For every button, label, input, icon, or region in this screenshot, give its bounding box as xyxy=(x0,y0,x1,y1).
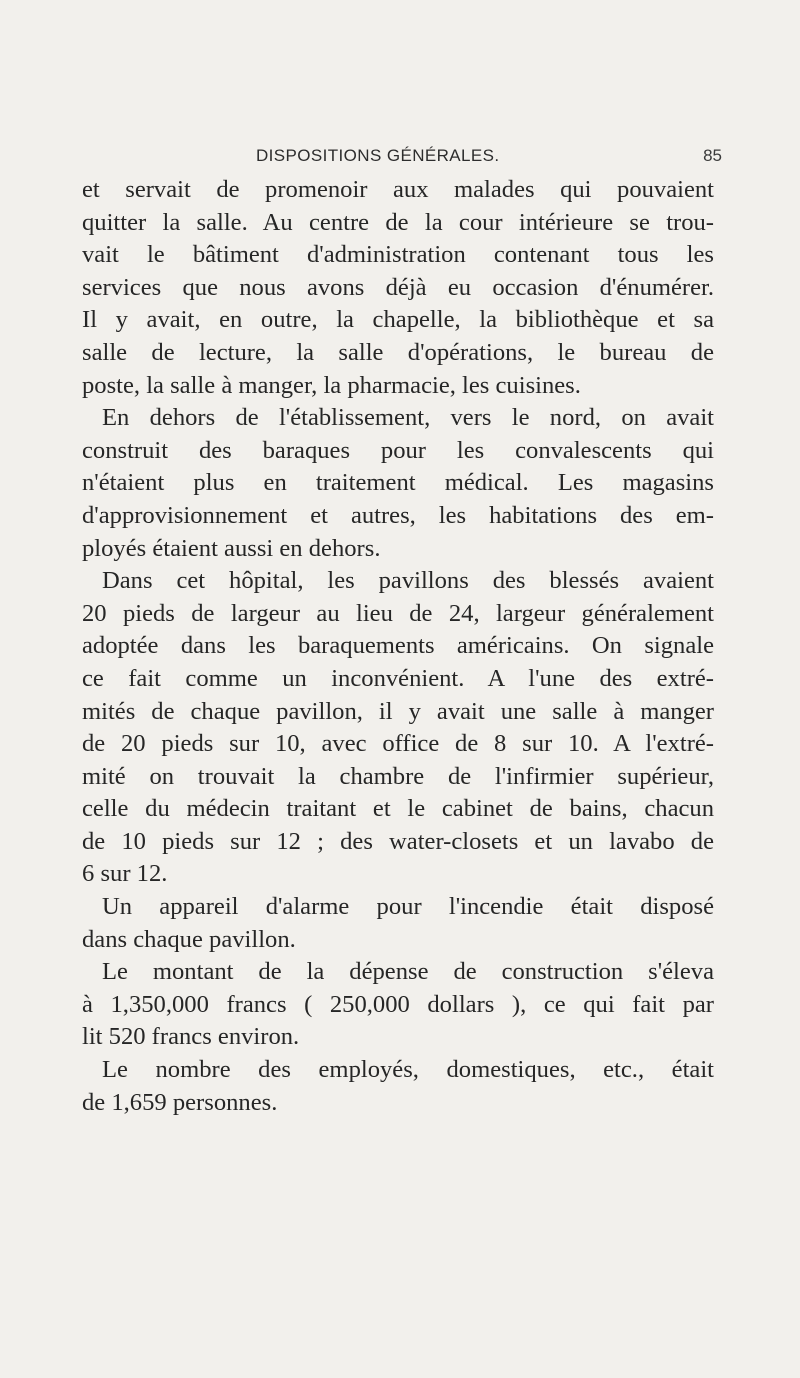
page-header xyxy=(82,146,722,168)
text-line: adoptée dans les baraquements américains. On signale xyxy=(82,632,714,660)
body-text xyxy=(82,174,714,1119)
text-line: ployés étaient aussi en dehors. xyxy=(82,534,381,562)
text-line: de 1,659 personnes. xyxy=(82,1088,278,1116)
text-line: construit des baraques pour les convalescents qui xyxy=(82,436,714,464)
text-line: et servait de promenoir aux malades qui pouvaient xyxy=(82,176,714,203)
text-line: services que nous avons déjà eu occasion d'énumérer. xyxy=(82,273,714,301)
text-line: mité on trouvait la chambre de l'infirmier supérieur, xyxy=(82,762,714,790)
text-line: de 10 pieds sur 12 ; des water-closets et un lavabo de xyxy=(82,827,714,855)
text-line: quitter la salle. Au centre de la cour intérieure se trou- xyxy=(82,208,714,236)
text-line: mités de chaque pavillon, il y avait une salle à manger xyxy=(82,697,714,725)
running-title: DISPOSITIONS GÉNÉRALES. xyxy=(256,146,500,165)
text-line: 6 sur 12. xyxy=(82,860,168,888)
page-number: 85 xyxy=(703,146,722,165)
text-line: Le montant de la dépense de construction s'éleva xyxy=(102,958,714,986)
text-line: Dans cet hôpital, les pavillons des blessés avaient xyxy=(102,567,714,595)
text-line: En dehors de l'établissement, vers le nord, on avait xyxy=(102,404,714,432)
text-line: 20 pieds de largeur au lieu de 24, largeur généralement xyxy=(82,599,714,627)
text-line: à 1,350,000 francs ( 250,000 dollars ), ce qui fait par xyxy=(82,990,714,1018)
text-line: vait le bâtiment d'administration contenant tous les xyxy=(82,241,714,269)
text-line: salle de lecture, la salle d'opérations, le bureau de xyxy=(82,338,714,366)
text-line: poste, la salle à manger, la pharmacie, les cuisines. xyxy=(82,371,581,399)
text-line: Un appareil d'alarme pour l'incendie était disposé xyxy=(102,893,714,921)
text-line: lit 520 francs environ. xyxy=(82,1023,300,1051)
text-line: Le nombre des employés, domestiques, etc., était xyxy=(102,1056,714,1084)
text-line: d'approvisionnement et autres, les habitations des em- xyxy=(82,501,714,529)
text-line: dans chaque pavillon. xyxy=(82,925,296,953)
text-line: de 20 pieds sur 10, avec office de 8 sur 10. A l'extré- xyxy=(82,730,714,758)
text-line: Il y avait, en outre, la chapelle, la bibliothèque et sa xyxy=(82,306,714,334)
text-line: ce fait comme un inconvénient. A l'une des extré- xyxy=(82,664,714,692)
text-line: celle du médecin traitant et le cabinet de bains, chacun xyxy=(82,795,714,823)
text-line: n'étaient plus en traitement médical. Les magasins xyxy=(82,469,714,497)
